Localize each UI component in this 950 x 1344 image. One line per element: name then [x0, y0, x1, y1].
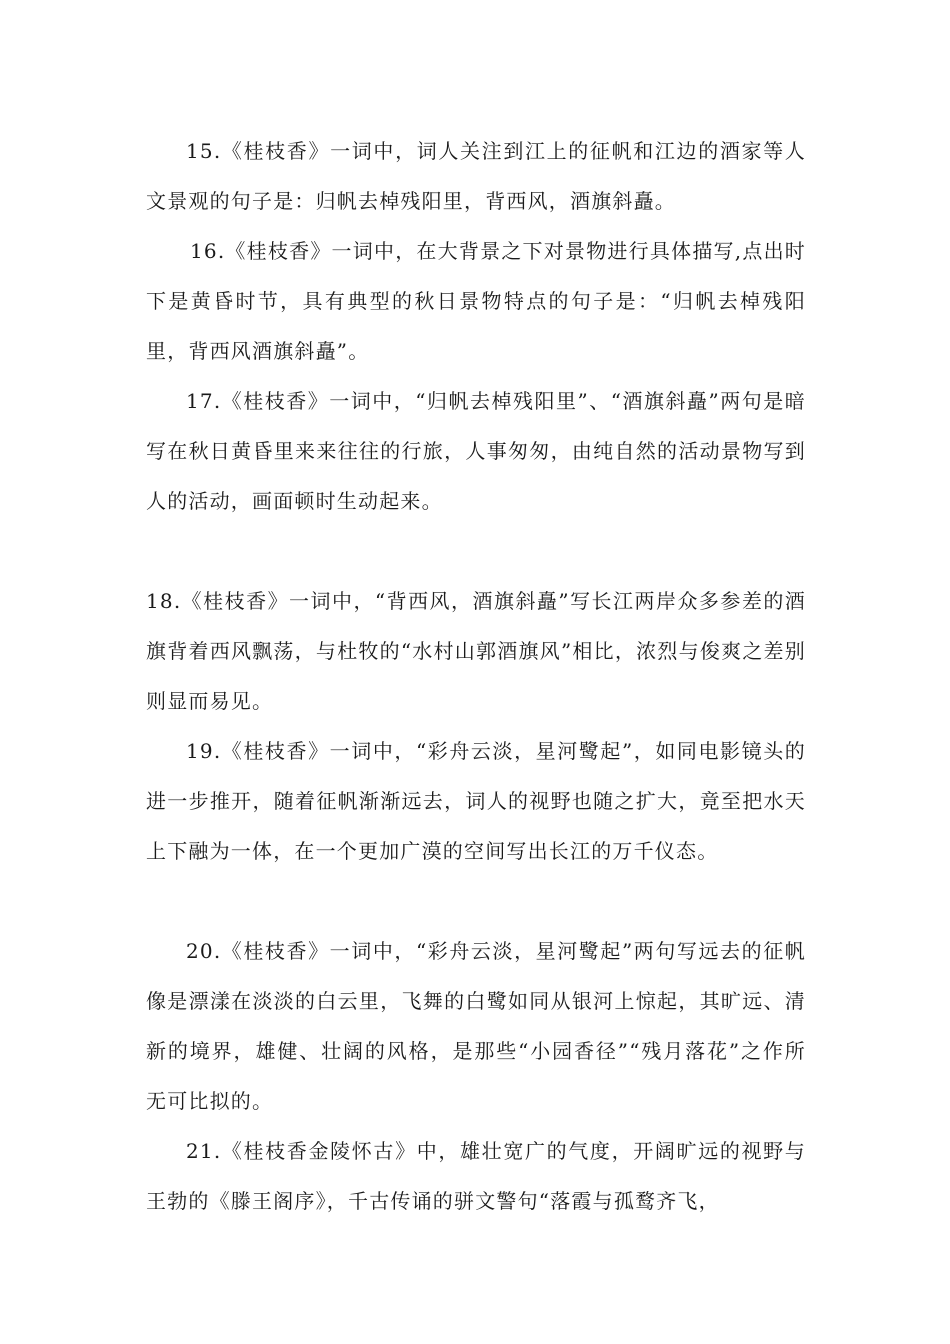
- paragraph-17: 17.《桂枝香》一词中，“归帆去棹残阳里”、“酒旗斜矗”两句是暗写在秋日黄昏里来来往往的行旅，人事匆匆，由纯自然的活动景物写到人的活动，画面顿时生动起来。: [146, 389, 806, 513]
- paragraph-20: 20.《桂枝香》一词中，“彩舟云淡，星河鹭起”两句写远去的征帆像是漂漾在淡淡的白云里，飞舞的白鹭如同从银河上惊起，其旷远、清新的境界，雄健、壮阔的风格，是那些“小园香径”“残月落花”之作所无可比拟的。: [146, 939, 806, 1113]
- paragraph-16: 16.《桂枝香》一词中，在大背景之下对景物进行具体描写,点出时下是黄昏时节，具有典型的秋日景物特点的句子是：“归帆去棹残阳里，背西风酒旗斜矗”。: [146, 239, 806, 363]
- paragraph-18: 18.《桂枝香》一词中，“背西风，酒旗斜矗”写长江两岸众多参差的酒旗背着西风飘荡，与杜牧的“水村山郭酒旗风”相比，浓烈与俊爽之差别则显而易见。: [146, 589, 806, 713]
- paragraph-21: 21.《桂枝香金陵怀古》中，雄壮宽广的气度，开阔旷远的视野与王勃的《滕王阁序》，千古传诵的骈文警句“落霞与孤鹜齐飞，: [146, 1139, 806, 1213]
- paragraph-15: 15.《桂枝香》一词中，词人关注到江上的征帆和江边的酒家等人文景观的句子是：归帆去棹残阳里，背西风，酒旗斜矗。: [146, 139, 806, 213]
- paragraph-19: 19.《桂枝香》一词中，“彩舟云淡，星河鹭起”，如同电影镜头的进一步推开，随着征帆渐渐远去，词人的视野也随之扩大，竟至把水天上下融为一体，在一个更加广漠的空间写出长江的万千仪态。: [146, 739, 806, 863]
